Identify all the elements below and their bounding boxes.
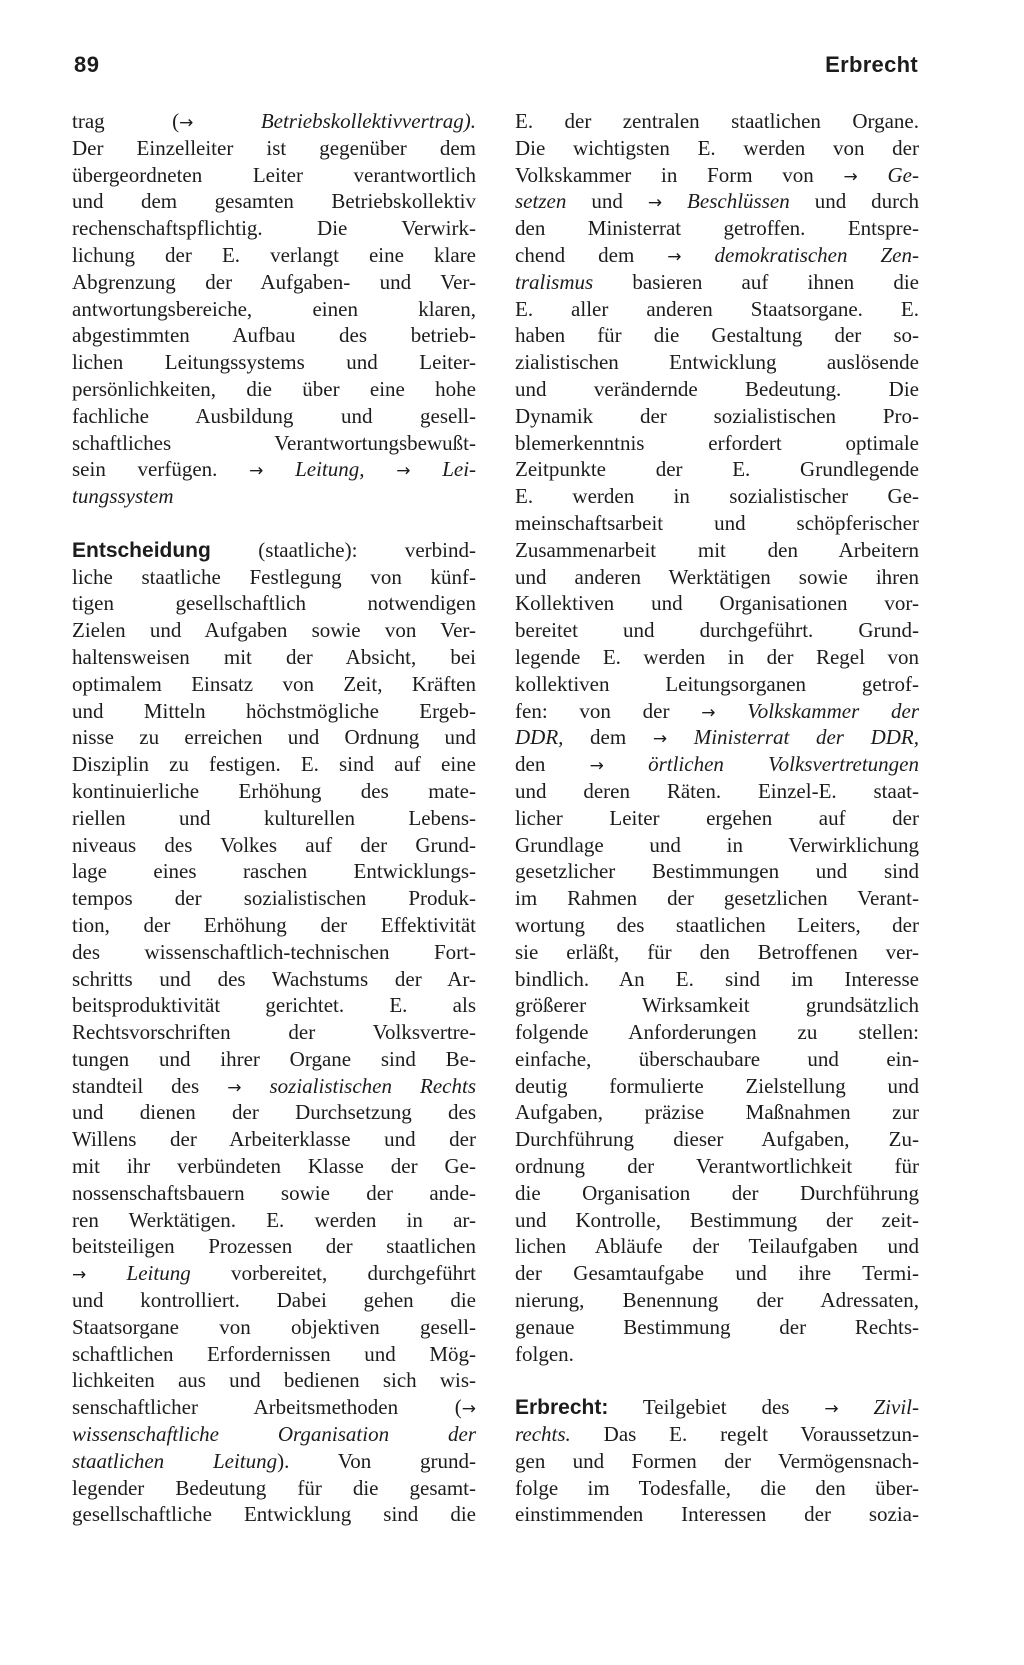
text-segment: tempos der sozialistischen Produk- — [72, 886, 476, 911]
text-segment: lichkeiten aus und bedienen sich wis- — [72, 1368, 476, 1393]
text-segment: legender Bedeutung für die gesamt- — [72, 1475, 476, 1500]
text-segment: lage eines raschen Entwicklungs- — [72, 859, 476, 884]
text-line — [72, 912, 476, 939]
cross-reference-arrow-icon: → — [179, 113, 194, 133]
text-segment: ). Von grund- — [277, 1448, 476, 1473]
text-segment: tungen und ihrer Organe sind Be- — [72, 1046, 476, 1071]
cross-reference-term: Ministerrat der DDR, — [667, 725, 919, 750]
text-line — [72, 590, 476, 617]
text-line — [72, 671, 476, 698]
text-line — [515, 832, 919, 859]
cross-reference-term: Lei- — [410, 457, 476, 482]
text-segment: folgende Anforderungen zu stellen: — [515, 1020, 919, 1045]
text-segment: wortung des staatlichen Leiters, der — [515, 912, 919, 937]
cross-reference-term: wissenschaftliche Organisation der — [72, 1422, 476, 1447]
text-segment: fen: von der — [515, 698, 702, 723]
text-segment: E. der zentralen staatlichen Organe. — [515, 109, 919, 133]
text-segment: Willens der Arbeiterklasse und der — [72, 1127, 476, 1152]
text-line — [72, 537, 476, 564]
text-line — [515, 135, 919, 162]
text-line — [515, 858, 919, 885]
text-line — [515, 992, 919, 1019]
text-segment: Grundlage und in Verwirklichung — [515, 832, 919, 857]
text-segment: Der Einzelleiter ist gegenüber dem — [72, 135, 476, 160]
text-segment: und deren Räten. Einzel-E. staat- — [515, 778, 919, 803]
text-line — [515, 483, 919, 510]
cross-reference-term: Zivil- — [838, 1395, 919, 1420]
text-line — [72, 269, 476, 296]
text-segment: tion, der Erhöhung der Effektivität — [72, 912, 476, 937]
cross-reference-arrow-icon: → — [647, 193, 663, 214]
text-line — [515, 885, 919, 912]
left-text-column — [72, 108, 476, 1528]
text-line — [515, 939, 919, 966]
text-line — [515, 296, 919, 323]
text-segment: übergeordneten Leiter verantwortlich — [72, 162, 476, 187]
text-segment: (staatliche): verbind- — [210, 537, 476, 562]
cross-reference-term: tungssystem — [72, 484, 174, 509]
text-segment: und Mitteln höchstmögliche Ergeb- — [72, 698, 476, 723]
text-line — [72, 885, 476, 912]
text-segment: haben für die Gestaltung der so- — [515, 323, 919, 348]
text-line — [72, 858, 476, 885]
text-line — [515, 1287, 919, 1314]
text-line — [72, 992, 476, 1019]
text-line — [72, 188, 476, 215]
entry-headword: Entscheidung — [72, 538, 211, 562]
text-segment: einstimmenden Interessen der sozia- — [515, 1502, 919, 1527]
text-segment: den — [515, 752, 590, 777]
page-number: 89 — [74, 52, 100, 77]
text-line — [515, 590, 919, 617]
text-line — [72, 456, 476, 483]
text-line — [515, 1019, 919, 1046]
text-line — [72, 296, 476, 323]
text-segment: schaftlichen Erfordernissen und Mög- — [72, 1341, 476, 1366]
text-segment: Kollektiven und Organisationen vor- — [515, 591, 919, 616]
text-line — [72, 1207, 476, 1234]
text-segment: abgestimmten Aufbau des betrieb- — [72, 323, 476, 348]
cross-reference-term: Leitung, — [263, 457, 365, 482]
text-segment: und Kontrolle, Bestimmung der zeit- — [515, 1207, 919, 1232]
text-line — [515, 805, 919, 832]
text-segment: riellen und kulturellen Lebens- — [72, 805, 476, 830]
text-line — [72, 1394, 476, 1421]
text-segment: kontinuierliche Erhöhung des mate- — [72, 778, 476, 803]
text-line — [515, 349, 919, 376]
cross-reference-arrow-icon: → — [227, 1077, 242, 1098]
text-line — [72, 1153, 476, 1180]
text-line — [515, 644, 919, 671]
text-line — [515, 537, 919, 564]
text-segment: und kontrolliert. Dabei gehen die — [72, 1288, 476, 1313]
text-line — [515, 1046, 919, 1073]
text-line — [515, 1475, 919, 1502]
text-line — [72, 939, 476, 966]
text-line — [515, 698, 919, 725]
cross-reference-term: Leitung — [86, 1261, 191, 1286]
text-line — [515, 456, 919, 483]
text-segment: persönlichkeiten, die über eine hohe — [72, 376, 476, 401]
text-line — [72, 1287, 476, 1314]
text-segment: dem — [563, 725, 653, 750]
cross-reference-arrow-icon: → — [652, 729, 668, 750]
text-line — [515, 1233, 919, 1260]
text-segment: nierung, Benennung der Adressaten, — [515, 1288, 919, 1313]
cross-reference-term: Volkskammer der — [715, 698, 919, 723]
text-segment: senschaftlicher Arbeitsmethoden ( — [72, 1395, 462, 1420]
text-segment: chend dem — [515, 242, 668, 267]
text-segment: legende E. werden in der Regel von — [515, 644, 919, 669]
text-segment: nisse zu erreichen und Ordnung und — [72, 725, 476, 750]
text-line — [515, 751, 919, 778]
text-line — [515, 1099, 919, 1126]
text-segment: rechenschaftspflichtig. Die Verwirk- — [72, 216, 476, 241]
text-line — [515, 1207, 919, 1234]
text-segment: blemerkenntnis erfordert optimale — [515, 430, 919, 455]
text-line — [72, 698, 476, 725]
text-line — [515, 1153, 919, 1180]
text-line — [515, 1421, 919, 1448]
text-segment: E. aller anderen Staatsorgane. E. — [515, 296, 919, 321]
text-segment: gesellschaftliche Entwicklung sind die — [72, 1502, 476, 1527]
text-line — [72, 805, 476, 832]
text-line — [72, 1046, 476, 1073]
text-line — [72, 778, 476, 805]
cross-reference-term: setzen — [515, 189, 567, 214]
text-segment: lichung der E. verlangt eine klare — [72, 242, 476, 267]
text-segment: im Rahmen der gesetzlichen Verant- — [515, 886, 919, 911]
cross-reference-arrow-icon: → — [396, 461, 411, 482]
text-line — [515, 1073, 919, 1100]
text-segment: liche staatliche Festlegung von künf- — [72, 564, 476, 589]
text-segment: größerer Wirksamkeit grundsätzlich — [515, 993, 919, 1018]
text-line — [72, 322, 476, 349]
text-segment: standteil des — [72, 1073, 228, 1098]
text-line — [72, 1099, 476, 1126]
text-line — [515, 188, 919, 215]
text-segment: beitsproduktivität gerichtet. E. als — [72, 993, 476, 1018]
text-segment: Disziplin zu festigen. E. sind auf eine — [72, 752, 476, 777]
text-segment: Zeitpunkte der E. Grundlegende — [515, 457, 919, 482]
text-segment: und dienen der Durchsetzung des — [72, 1100, 476, 1125]
text-segment: und durch — [789, 189, 919, 214]
cross-reference-term: staatlichen Leitung — [72, 1448, 278, 1473]
text-segment: bindlich. An E. sind im Interesse — [515, 966, 919, 991]
cross-reference-term: Ge- — [857, 162, 919, 187]
text-line — [515, 671, 919, 698]
text-segment: Zusammenarbeit mit den Arbeitern — [515, 537, 919, 562]
cross-reference-term: tralismus — [515, 269, 594, 294]
text-line — [515, 1394, 919, 1421]
text-segment: bereitet und durchgeführt. Grund- — [515, 618, 919, 643]
text-segment: meinschaftsarbeit und schöpferischer — [515, 510, 919, 535]
text-segment: Staatsorgane von objektiven gesell- — [72, 1314, 476, 1339]
cross-reference-term: rechts. — [515, 1422, 571, 1447]
text-line — [72, 1421, 476, 1448]
text-segment: folge im Todesfalle, die den über- — [515, 1475, 919, 1500]
text-line — [72, 832, 476, 859]
text-segment: sie erläßt, für den Betroffenen ver- — [515, 939, 919, 964]
text-line — [72, 966, 476, 993]
text-segment: und verändernde Bedeutung. Die — [515, 376, 919, 401]
text-line — [515, 1260, 919, 1287]
text-segment: Aufgaben, präzise Maßnahmen zur — [515, 1100, 919, 1125]
cross-reference-arrow-icon: → — [701, 702, 716, 723]
text-line — [515, 1501, 919, 1528]
text-segment: den Ministerrat getroffen. Entspre- — [515, 216, 919, 241]
text-line — [72, 1233, 476, 1260]
cross-reference-term: sozialistischen Rechts — [241, 1073, 476, 1098]
text-line — [515, 1314, 919, 1341]
text-segment: Durchführung dieser Aufgaben, Zu- — [515, 1127, 919, 1152]
text-segment: Das E. regelt Voraussetzun- — [570, 1422, 919, 1447]
text-segment: trag ( — [72, 109, 180, 133]
text-line — [72, 1073, 476, 1100]
text-line — [72, 1180, 476, 1207]
text-line — [515, 1126, 919, 1153]
text-segment: fachliche Ausbildung und gesell- — [72, 403, 476, 428]
running-head: Erbrecht — [825, 52, 918, 77]
cross-reference-term: Beschlüssen — [662, 189, 790, 214]
text-segment: nossenschaftsbauern sowie der ande- — [72, 1180, 476, 1205]
text-line — [515, 403, 919, 430]
text-segment: antwortungsbereiche, einen klaren, — [72, 296, 476, 321]
text-segment — [365, 457, 397, 481]
text-line — [72, 430, 476, 457]
cross-reference-arrow-icon: → — [72, 1265, 87, 1286]
text-segment: schaftliches Verantwortungsbewußt- — [72, 430, 476, 455]
text-segment: E. werden in sozialistischer Ge- — [515, 484, 919, 509]
text-segment: und anderen Werktätigen sowie ihren — [515, 564, 919, 589]
text-line — [72, 135, 476, 162]
text-line — [72, 1448, 476, 1475]
cross-reference-term: demokratischen Zen- — [681, 242, 919, 267]
text-line — [72, 483, 476, 510]
text-segment: ren Werktätigen. E. werden in ar- — [72, 1207, 476, 1232]
text-line — [72, 1019, 476, 1046]
text-segment: lichen Leitungssystems und Leiter- — [72, 350, 476, 375]
text-line — [72, 1260, 476, 1287]
text-segment: vorbereitet, durchgeführt — [190, 1261, 476, 1286]
text-segment: zialistischen Entwicklung auslösende — [515, 350, 919, 375]
text-segment: beitsteiligen Prozessen der staatlichen — [72, 1234, 476, 1259]
text-line — [72, 1314, 476, 1341]
text-line — [515, 322, 919, 349]
text-line — [515, 162, 919, 189]
text-segment: gen und Formen der Vermögensnach- — [515, 1448, 919, 1473]
text-line — [515, 564, 919, 591]
cross-reference-arrow-icon: → — [667, 246, 682, 267]
text-segment: licher Leiter ergehen auf der — [515, 805, 919, 830]
text-segment: ordnung der Verantwortlichkeit für — [515, 1154, 919, 1179]
text-segment: Die wichtigsten E. werden von der — [515, 135, 919, 160]
text-line — [515, 1341, 919, 1368]
text-segment: Teilgebiet des — [608, 1395, 825, 1420]
text-line — [72, 751, 476, 778]
text-line — [515, 1180, 919, 1207]
text-segment: der Gesamtaufgabe und ihre Termi- — [515, 1261, 919, 1286]
cross-reference-arrow-icon: → — [589, 756, 604, 777]
text-line — [515, 108, 919, 135]
text-segment: gesetzlicher Bestimmungen und sind — [515, 859, 919, 884]
text-segment: die Organisation der Durchführung — [515, 1180, 919, 1205]
cross-reference-arrow-icon: → — [461, 1399, 476, 1420]
text-line — [72, 1501, 476, 1528]
text-line — [515, 912, 919, 939]
text-line — [515, 269, 919, 296]
text-segment: des wissenschaftlich-technischen Fort- — [72, 939, 476, 964]
text-line — [72, 1126, 476, 1153]
text-line — [72, 349, 476, 376]
text-line — [72, 724, 476, 751]
text-segment: kollektiven Leitungsorganen getrof- — [515, 671, 919, 696]
cross-reference-arrow-icon: → — [824, 1399, 839, 1420]
text-line — [72, 617, 476, 644]
text-segment: schritts und des Wachstums der Ar- — [72, 966, 476, 991]
text-segment: deutig formulierte Zielstellung und — [515, 1073, 919, 1098]
cross-reference-term: DDR, — [515, 725, 564, 750]
text-segment: lichen Abläufe der Teilaufgaben und — [515, 1234, 919, 1259]
cross-reference-term: Betriebskollektivvertrag). — [193, 109, 476, 133]
cross-reference-arrow-icon: → — [249, 461, 264, 482]
text-segment: tigen gesellschaftlich notwendigen — [72, 591, 476, 616]
text-line — [515, 724, 919, 751]
text-line — [72, 242, 476, 269]
right-text-column — [515, 108, 919, 1528]
text-line — [72, 564, 476, 591]
text-line — [72, 1341, 476, 1368]
text-line — [515, 242, 919, 269]
text-segment: und — [566, 189, 648, 214]
text-segment: Zielen und Aufgaben sowie von Ver- — [72, 618, 476, 643]
text-line — [515, 510, 919, 537]
text-line — [515, 376, 919, 403]
text-segment: mit ihr verbündeten Klasse der Ge- — [72, 1154, 476, 1179]
text-segment: Rechtsvorschriften der Volksvertre- — [72, 1020, 476, 1045]
text-segment: optimalem Einsatz von Zeit, Kräften — [72, 671, 476, 696]
text-line — [515, 617, 919, 644]
text-segment: basieren auf ihnen die — [593, 269, 919, 294]
cross-reference-term: örtlichen Volksvertretungen — [603, 752, 919, 777]
text-segment: folgen. — [515, 1341, 574, 1366]
text-segment: Volkskammer in Form von — [515, 162, 844, 187]
paragraph-gap — [72, 510, 476, 537]
text-line — [72, 1475, 476, 1502]
text-line — [72, 108, 476, 135]
text-line — [515, 430, 919, 457]
text-segment: Abgrenzung der Aufgaben- und Ver- — [72, 269, 476, 294]
text-line — [72, 376, 476, 403]
text-segment: haltensweisen mit der Absicht, bei — [72, 644, 476, 669]
text-line — [515, 966, 919, 993]
text-segment: Dynamik der sozialistischen Pro- — [515, 403, 919, 428]
text-line — [72, 644, 476, 671]
text-line — [515, 215, 919, 242]
text-line — [515, 1448, 919, 1475]
text-line — [72, 403, 476, 430]
text-line — [515, 778, 919, 805]
text-segment: sein verfügen. — [72, 457, 250, 482]
cross-reference-arrow-icon: → — [843, 166, 858, 187]
text-line — [72, 215, 476, 242]
paragraph-gap — [515, 1367, 919, 1394]
text-segment: genaue Bestimmung der Rechts- — [515, 1314, 919, 1339]
text-line — [72, 1367, 476, 1394]
entry-headword: Erbrecht: — [515, 1396, 609, 1420]
text-line — [72, 162, 476, 189]
text-segment: einfache, überschaubare und ein- — [515, 1046, 919, 1071]
text-segment: niveaus des Volkes auf der Grund- — [72, 832, 476, 857]
text-segment: und dem gesamten Betriebskollektiv — [72, 189, 476, 214]
